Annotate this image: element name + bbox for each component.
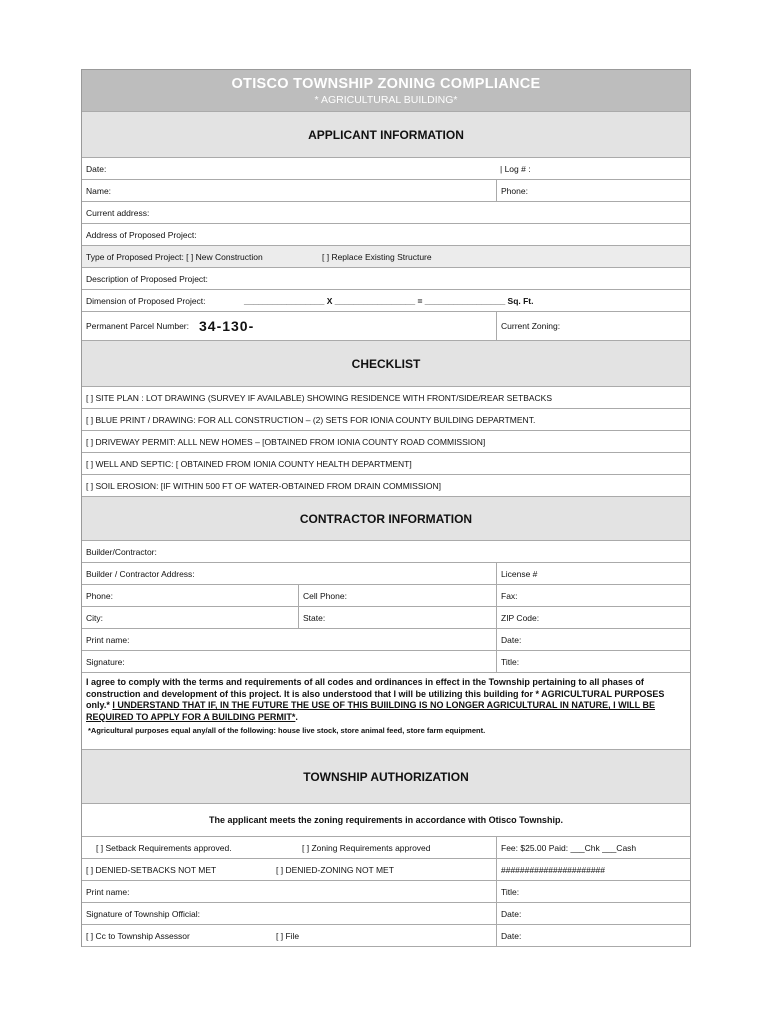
checklist-item-well-septic[interactable]: [ ] WELL AND SEPTIC: [ OBTAINED FROM IONIA COUNTY HEALTH DEPARTMENT]: [86, 458, 412, 469]
setback-approved-checkbox[interactable]: [ ] Setback Requirements approved.: [96, 842, 232, 853]
replace-structure-checkbox[interactable]: [ ] Replace Existing Structure: [322, 251, 432, 262]
dimension-label: Dimension of Proposed Project:: [86, 295, 206, 306]
official-print-name-field[interactable]: Print name:: [86, 886, 130, 897]
parcel-number-value: 34-130-: [199, 318, 255, 334]
form-title: OTISCO TOWNSHIP ZONING COMPLIANCE: [231, 76, 541, 92]
dimension-formula[interactable]: _________________ X _________________ = _________________ Sq. Ft.: [244, 295, 534, 306]
name-field[interactable]: Name:: [86, 185, 112, 196]
zoning-compliance-form: [81, 69, 691, 947]
agreement-text: [82, 673, 690, 750]
parcel-number-field[interactable]: [82, 312, 496, 340]
official-title-field[interactable]: Title:: [496, 881, 690, 902]
zoning-approved-checkbox[interactable]: [ ] Zoning Requirements approved: [302, 842, 431, 853]
denied-setbacks-checkbox[interactable]: [ ] DENIED-SETBACKS NOT MET: [86, 864, 217, 875]
contractor-signature-field[interactable]: Signature:: [86, 656, 125, 667]
form-header: [82, 70, 690, 112]
contractor-date-field[interactable]: Date:: [496, 629, 690, 650]
authorization-section-title: TOWNSHIP AUTHORIZATION: [82, 750, 690, 804]
cell-phone-field[interactable]: Cell Phone:: [298, 585, 496, 606]
builder-address-field[interactable]: Builder / Contractor Address:: [86, 568, 195, 579]
zip-field[interactable]: ZIP Code:: [496, 607, 690, 628]
contractor-title-field[interactable]: Title:: [496, 651, 690, 672]
final-date-field[interactable]: Date:: [496, 925, 690, 946]
project-address-field[interactable]: Address of Proposed Project:: [86, 229, 197, 240]
checklist-section-title: CHECKLIST: [82, 341, 690, 387]
phone-field[interactable]: Phone:: [496, 180, 690, 201]
date-field[interactable]: Date:: [86, 163, 107, 174]
builder-field[interactable]: Builder/Contractor:: [86, 546, 157, 557]
cc-assessor-checkbox[interactable]: [ ] Cc to Township Assessor: [86, 930, 190, 941]
form-subtitle: * AGRICULTURAL BUILDING*: [314, 94, 458, 106]
fax-field[interactable]: Fax:: [496, 585, 690, 606]
new-construction-checkbox[interactable]: Type of Proposed Project: [ ] New Construction: [86, 251, 263, 262]
denied-zoning-checkbox[interactable]: [ ] DENIED-ZONING NOT MET: [276, 864, 394, 875]
current-zoning-field[interactable]: Current Zoning:: [496, 312, 690, 340]
agricultural-note: *Agricultural purposes equal any/all of the following: house live stock, store animal feed, store farm equipment.: [88, 726, 486, 735]
contractor-print-name-field[interactable]: Print name:: [86, 634, 130, 645]
agreement-end: .: [295, 711, 298, 722]
checklist-item-driveway-permit[interactable]: [ ] DRIVEWAY PERMIT: ALLL NEW HOMES – [OBTAINED FROM IONIA COUNTY ROAD COMMISSION]: [86, 436, 486, 447]
checklist-item-site-plan[interactable]: [ ] SITE PLAN : LOT DRAWING (SURVEY IF AVAILABLE) SHOWING RESIDENCE WITH FRONT/SIDE/REAR SETBACKS: [86, 392, 553, 403]
agreement-underlined: I UNDERSTAND THAT IF, IN THE FUTURE THE USE OF THIS BUIILDING IS NO LONGER AGRICULTURAL IN NATURE, I WILL BE REQUIRED TO APPLY FOR A BUILDING PERMIT*: [86, 700, 656, 722]
official-signature-field[interactable]: Signature of Township Official:: [86, 908, 201, 919]
applicant-section-title: APPLICANT INFORMATION: [82, 112, 690, 158]
current-address-field[interactable]: Current address:: [86, 207, 150, 218]
hash-field: ######################: [496, 859, 690, 880]
official-date-field[interactable]: Date:: [496, 903, 690, 924]
parcel-label: Permanent Parcel Number:: [86, 321, 189, 331]
file-checkbox[interactable]: [ ] File: [276, 930, 300, 941]
contractor-phone-field[interactable]: Phone:: [86, 590, 113, 601]
license-field[interactable]: License #: [496, 563, 690, 584]
state-field[interactable]: State:: [298, 607, 496, 628]
agreement-part1: I agree to comply with the terms and requirements of all codes and ordinances in effect in the Township pertaining to all phases of construction and development of this project. It is also understood that I will be utilizing this building for * AGRICULTURAL PURPOSES only.*: [86, 677, 665, 710]
checklist-item-soil-erosion[interactable]: [ ] SOIL EROSION: [IF WITHIN 500 FT OF WATER-OBTAINED FROM DRAIN COMMISSION]: [86, 480, 441, 491]
contractor-section-title: CONTRACTOR INFORMATION: [82, 497, 690, 541]
meets-requirements-text: The applicant meets the zoning requirements in accordance with Otisco Township.: [82, 804, 690, 837]
fee-field[interactable]: Fee: $25.00 Paid: ___Chk ___Cash: [496, 837, 690, 858]
city-field[interactable]: City:: [86, 612, 103, 623]
description-field[interactable]: Description of Proposed Project:: [86, 273, 208, 284]
checklist-item-blue-print[interactable]: [ ] BLUE PRINT / DRAWING: FOR ALL CONSTRUCTION – (2) SETS FOR IONIA COUNTY BUILDING DEPARTMENT.: [86, 414, 536, 425]
log-number-field[interactable]: | Log # :: [500, 163, 531, 174]
